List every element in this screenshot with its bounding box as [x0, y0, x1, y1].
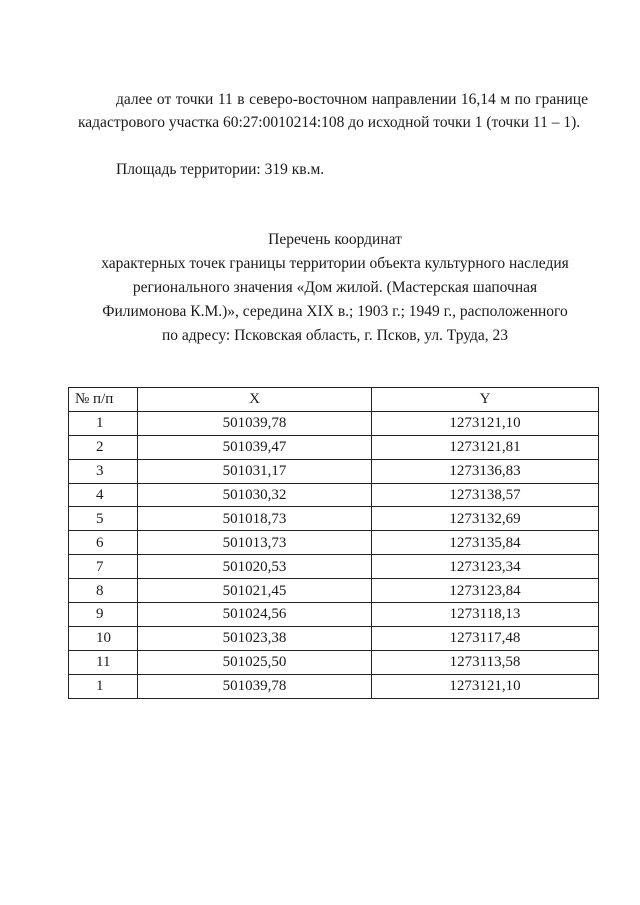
- table-row: [69, 603, 599, 627]
- x-coordinate: 501039,47: [138, 435, 372, 459]
- x-coordinate: 501020,53: [138, 555, 372, 579]
- point-number: 5: [69, 507, 138, 531]
- y-coordinate: 1273132,69: [372, 507, 599, 531]
- y-coordinate: 1273136,83: [372, 459, 599, 483]
- point-number: 6: [69, 531, 138, 555]
- y-coordinate: 1273138,57: [372, 483, 599, 507]
- point-number: 4: [69, 483, 138, 507]
- header-x: X: [138, 388, 372, 412]
- area-paragraph: [78, 158, 588, 181]
- x-coordinate: 501018,73: [138, 507, 372, 531]
- point-number: 8: [69, 579, 138, 603]
- heading-line-4: Филимонова К.М.)», середина XIX в.; 1903 г.; 1949 г., расположенного: [102, 303, 568, 320]
- point-number: 1: [69, 411, 138, 435]
- table-row: [69, 411, 599, 435]
- y-coordinate: 1273121,81: [372, 435, 599, 459]
- point-number: 2: [69, 435, 138, 459]
- point-number: 7: [69, 555, 138, 579]
- area-text: Площадь территории: 319 кв.м.: [116, 161, 325, 178]
- table-row: [69, 435, 599, 459]
- y-coordinate: 1273135,84: [372, 531, 599, 555]
- table-row: [69, 650, 599, 674]
- table-row: [69, 674, 599, 698]
- coordinates-heading: [60, 228, 610, 348]
- point-number: 1: [69, 674, 138, 698]
- y-coordinate: 1273123,84: [372, 579, 599, 603]
- y-coordinate: 1273121,10: [372, 411, 599, 435]
- header-y: Y: [372, 388, 599, 412]
- coordinates-table: [68, 387, 599, 699]
- table-row: [69, 626, 599, 650]
- table-row: [69, 555, 599, 579]
- table-header-row: [69, 388, 599, 412]
- y-coordinate: 1273113,58: [372, 650, 599, 674]
- x-coordinate: 501030,32: [138, 483, 372, 507]
- y-coordinate: 1273121,10: [372, 674, 599, 698]
- table-row: [69, 531, 599, 555]
- x-coordinate: 501025,50: [138, 650, 372, 674]
- x-coordinate: 501013,73: [138, 531, 372, 555]
- boundary-description-paragraph: [78, 88, 588, 134]
- x-coordinate: 501039,78: [138, 674, 372, 698]
- heading-line-2: характерных точек границы территории объекта культурного наследия: [101, 255, 569, 272]
- y-coordinate: 1273117,48: [372, 626, 599, 650]
- heading-line-1: Перечень координат: [268, 231, 402, 248]
- heading-line-5: по адресу: Псковская область, г. Псков, ул. Труда, 23: [161, 327, 509, 344]
- header-number: № п/п: [69, 388, 138, 412]
- point-number: 11: [69, 650, 138, 674]
- table-row: [69, 507, 599, 531]
- table-row: [69, 483, 599, 507]
- heading-line-3: регионального значения «Дом жилой. (Мастерская шапочная: [132, 279, 538, 296]
- y-coordinate: 1273118,13: [372, 603, 599, 627]
- point-number: 10: [69, 626, 138, 650]
- point-number: 9: [69, 603, 138, 627]
- x-coordinate: 501021,45: [138, 579, 372, 603]
- x-coordinate: 501039,78: [138, 411, 372, 435]
- table-row: [69, 459, 599, 483]
- x-coordinate: 501023,38: [138, 626, 372, 650]
- x-coordinate: 501024,56: [138, 603, 372, 627]
- y-coordinate: 1273123,34: [372, 555, 599, 579]
- x-coordinate: 501031,17: [138, 459, 372, 483]
- point-number: 3: [69, 459, 138, 483]
- boundary-description-text: далее от точки 11 в северо-восточном направлении 16,14 м по границе кадастрового участка 60:27:0010214:108 до исходной точки 1 (точки 11 – 1).: [78, 91, 588, 131]
- table-row: [69, 579, 599, 603]
